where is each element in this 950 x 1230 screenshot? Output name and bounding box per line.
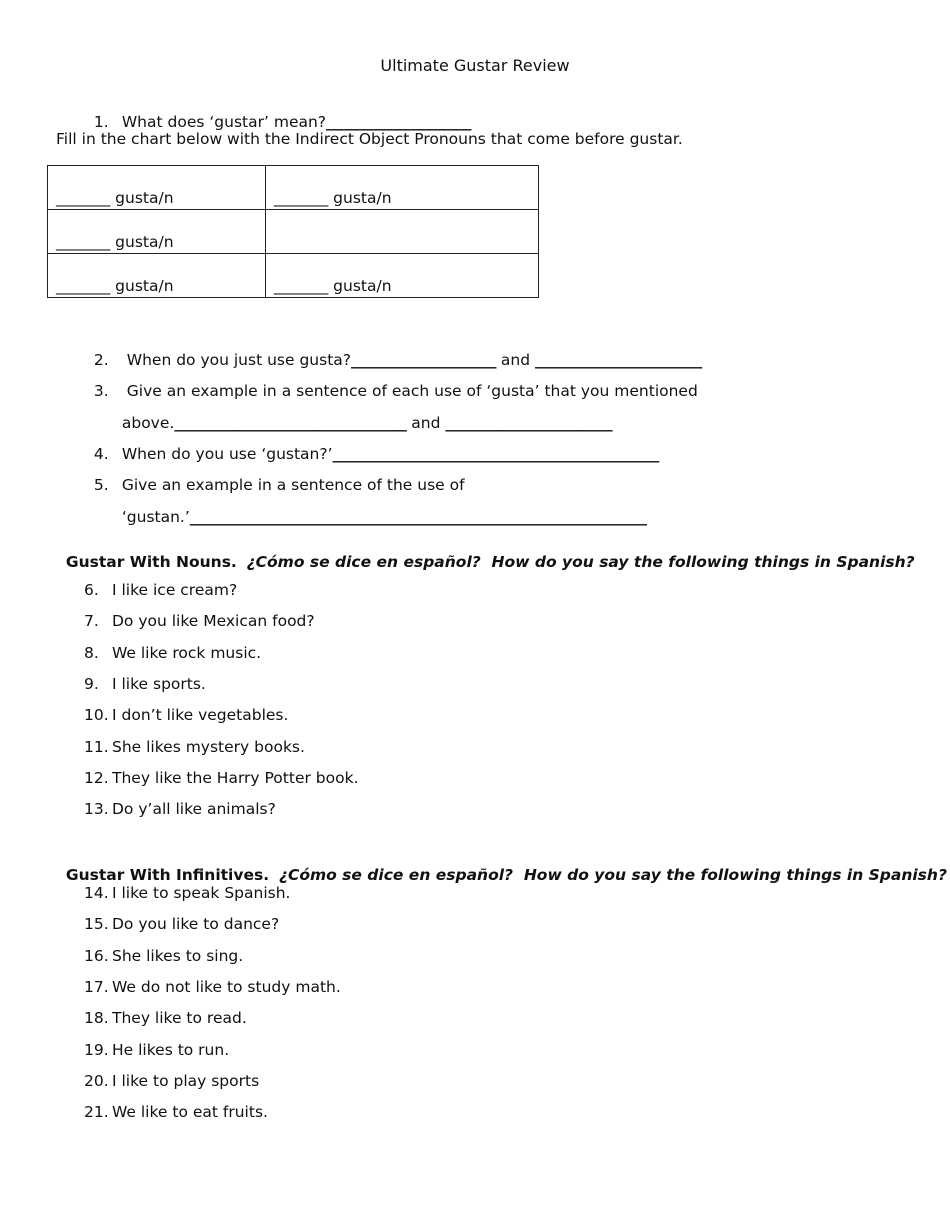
question-text: ‘gustan.’ xyxy=(121,508,190,526)
question-number: 12. xyxy=(84,768,109,787)
list-item xyxy=(84,799,276,819)
list-item xyxy=(84,883,290,903)
answer-blank[interactable]: ____________________ xyxy=(351,351,496,369)
list-item xyxy=(84,1040,229,1060)
answer-blank[interactable]: _______________________ xyxy=(535,351,702,369)
chart-cell-empty xyxy=(266,210,539,254)
question-number: 19. xyxy=(84,1040,109,1059)
section-title: Gustar With Infinitives. xyxy=(65,866,270,884)
list-item xyxy=(84,611,315,631)
question-number: 5. xyxy=(93,476,109,494)
question-text: When do you just use gusta? xyxy=(121,351,351,369)
list-item xyxy=(84,580,237,600)
question-number: 17. xyxy=(84,977,109,996)
question-text: We like to eat fruits. xyxy=(112,1103,268,1122)
answer-blank[interactable]: _______________________________________________________________ xyxy=(189,508,647,526)
question-number: 2. xyxy=(93,351,109,369)
list-item xyxy=(84,768,359,788)
chart-cell[interactable]: _______ gusta/n xyxy=(266,254,539,298)
question-number: 10. xyxy=(84,706,109,725)
question-text: What does ‘gustar’ mean? xyxy=(121,113,327,131)
question-text: I like sports. xyxy=(112,674,206,693)
question-number: 16. xyxy=(84,946,109,965)
question-text: I like to play sports xyxy=(112,1071,260,1090)
list-item xyxy=(84,643,261,663)
question-text: I like ice cream? xyxy=(112,581,238,599)
section-question: ¿Cómo se dice en español? How do you say the following things in Spanish? xyxy=(246,553,915,571)
question-text: I like to speak Spanish. xyxy=(112,884,291,902)
chart-instructions: Fill in the chart below with the Indirect Object Pronouns that come before gustar. xyxy=(56,130,683,148)
question-number: 8. xyxy=(84,643,99,662)
and-text: and xyxy=(496,351,536,369)
chart-cell[interactable]: _______ gusta/n xyxy=(266,166,539,210)
chart-cell[interactable]: _______ gusta/n xyxy=(48,254,266,298)
question-text: above. xyxy=(121,414,175,432)
question-number: 7. xyxy=(84,612,99,631)
question-number: 9. xyxy=(84,674,99,693)
list-item xyxy=(84,1071,259,1091)
question-number: 1. xyxy=(93,113,109,131)
question-text: She likes to sing. xyxy=(112,946,244,965)
question-number: 20. xyxy=(84,1071,109,1090)
question-number: 13. xyxy=(84,800,109,819)
question-text: When do you use ‘gustan?’ xyxy=(121,445,333,463)
list-item xyxy=(84,914,279,934)
question-text: They like to read. xyxy=(112,1009,247,1028)
question-text: Give an example in a sentence of the use of xyxy=(121,476,465,494)
list-item xyxy=(84,705,288,725)
question-number: 6. xyxy=(84,581,99,599)
question-text: They like the Harry Potter book. xyxy=(112,768,359,787)
list-item xyxy=(84,674,206,694)
question-text: He likes to run. xyxy=(112,1040,230,1059)
question-number: 3. xyxy=(93,382,109,400)
question-1 xyxy=(84,92,471,132)
question-number: 11. xyxy=(84,737,109,756)
list-item xyxy=(84,977,341,997)
list-item xyxy=(84,1008,247,1028)
answer-blank[interactable]: _______________________ xyxy=(445,414,613,432)
list-item xyxy=(84,1102,268,1122)
section-question: ¿Cómo se dice en español? How do you say the following things in Spanish? xyxy=(278,866,947,884)
question-text: Do you like Mexican food? xyxy=(112,612,315,631)
section-title: Gustar With Nouns. xyxy=(65,553,237,571)
and-text: and xyxy=(406,414,446,432)
chart-cell[interactable]: _______ gusta/n xyxy=(48,166,266,210)
chart-row xyxy=(48,166,539,210)
question-text: We do not like to study math. xyxy=(112,977,341,996)
chart-cell[interactable]: _______ gusta/n xyxy=(48,210,266,254)
page-title: Ultimate Gustar Review xyxy=(380,56,570,75)
question-text: Do you like to dance? xyxy=(112,915,280,934)
pronoun-chart xyxy=(47,165,539,298)
question-number: 4. xyxy=(93,445,109,463)
question-text: Give an example in a sentence of each use of ‘gusta’ that you mentioned xyxy=(121,382,698,400)
chart-row xyxy=(48,254,539,298)
question-text: I don’t like vegetables. xyxy=(112,706,289,725)
question-text: She likes mystery books. xyxy=(112,737,305,756)
chart-row xyxy=(48,210,539,254)
question-number: 14. xyxy=(84,884,109,902)
section-heading-nouns xyxy=(56,535,915,571)
list-item xyxy=(84,737,305,757)
list-item xyxy=(84,946,243,966)
question-text: Do y’all like animals? xyxy=(112,800,276,819)
question-number: 15. xyxy=(84,915,109,934)
question-number: 21. xyxy=(84,1103,109,1122)
answer-blank[interactable]: ____________________ xyxy=(326,113,472,131)
question-number: 18. xyxy=(84,1009,109,1028)
question-5-continued xyxy=(112,487,647,527)
question-text: We like rock music. xyxy=(112,643,262,662)
answer-blank[interactable]: _____________________________________________ xyxy=(332,445,659,463)
section-heading-infinitives xyxy=(56,848,947,884)
answer-blank[interactable]: ________________________________ xyxy=(174,414,407,432)
